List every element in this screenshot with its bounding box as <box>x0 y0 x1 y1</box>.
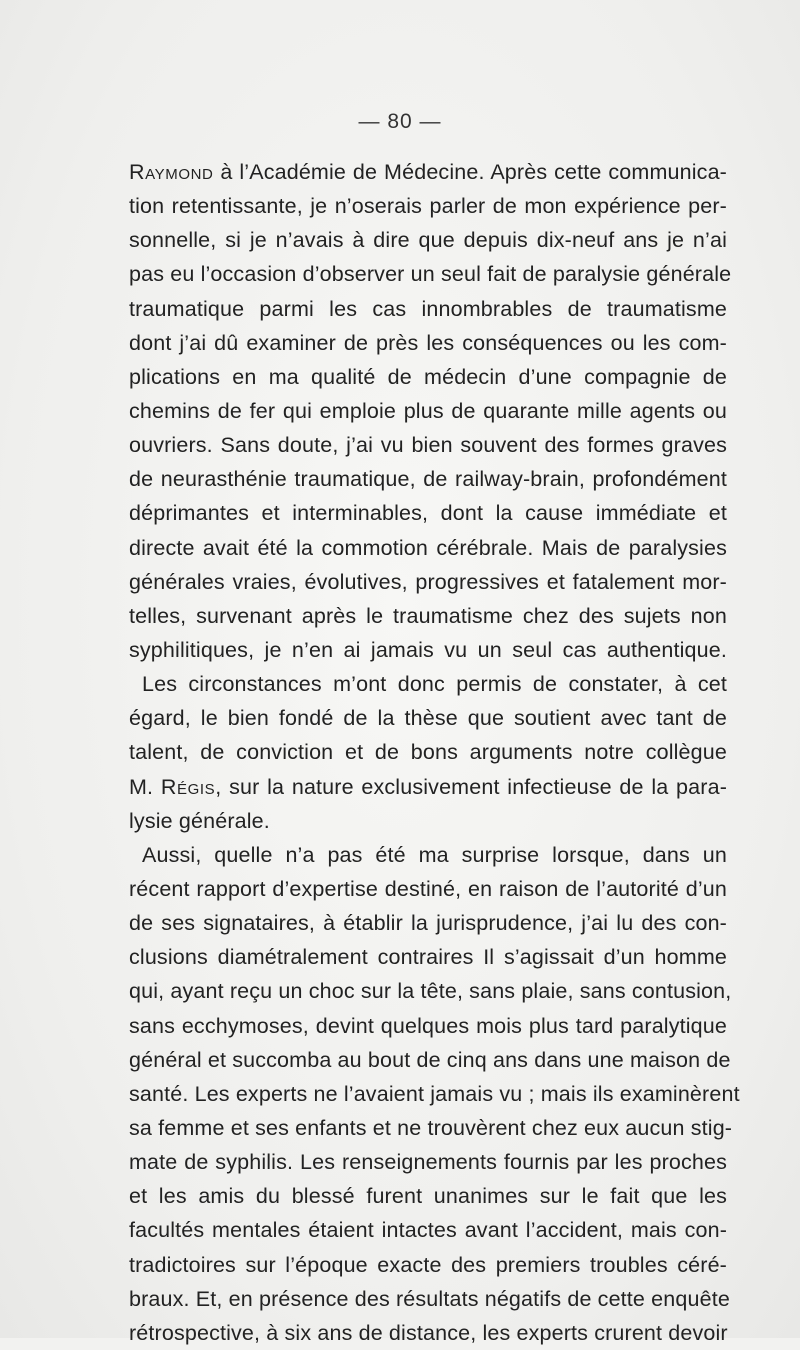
text-fragment: de neurasthénie traumatique, de railway-brain, profondément <box>129 467 727 492</box>
text-line <box>129 394 727 428</box>
text-line <box>129 1213 727 1247</box>
text-line <box>129 770 727 804</box>
text-fragment: chemins de fer qui emploie plus de quarante mille agents ou <box>129 398 727 423</box>
text-fragment: telles, survenant après le traumatisme chez des sujets non <box>129 603 727 628</box>
text-fragment: sans ecchymoses, devint quelques mois plus tard paralytique <box>129 1013 727 1038</box>
text-line <box>129 1077 740 1111</box>
text-fragment: santé. Les experts ne l’avaient jamais vu ; mais ils examinèrent <box>129 1081 740 1106</box>
text-fragment: générales vraies, évolutives, progressives et fatalement mor- <box>129 569 727 594</box>
text-line <box>129 155 727 189</box>
text-fragment: pas eu l’occasion d’observer un seul fait de paralysie générale <box>129 262 732 287</box>
text-line <box>129 701 727 735</box>
text-line <box>129 599 727 633</box>
text-line <box>129 804 727 838</box>
text-line <box>129 1282 730 1316</box>
text-line <box>129 292 727 326</box>
text-fragment: égard, le bien fondé de la thèse que soutient avec tant de <box>129 706 727 731</box>
text-fragment: traumatique parmi les cas innombrables de traumatisme <box>129 296 727 321</box>
text-line <box>129 838 727 872</box>
text-fragment: déprimantes et interminables, dont la cause immédiate et <box>129 501 727 526</box>
text-line <box>129 462 727 496</box>
text-fragment: braux. Et, en présence des résultats négatifs de cette enquête <box>129 1286 730 1311</box>
text-line <box>129 565 727 599</box>
text-line <box>129 1248 727 1282</box>
text-line <box>129 633 727 667</box>
text-line <box>129 360 727 394</box>
text-line <box>129 872 727 906</box>
text-fragment: dont j’ai dû examiner de près les conséquences ou les com- <box>129 330 727 355</box>
text-line <box>129 906 727 940</box>
text-fragment: sonnelle, si je n’avais à dire que depuis dix-neuf ans je n’ai <box>129 228 727 253</box>
text-fragment: rétrospective, à six ans de distance, les experts crurent devoir <box>129 1320 728 1345</box>
text-fragment: Aussi, quelle n’a pas été ma surprise lorsque, dans un <box>142 842 727 867</box>
text-fragment: et les amis du blessé furent unanimes sur le fait que les <box>129 1184 727 1209</box>
text-fragment: clusions diamétralement contraires Il s’agissait d’un homme <box>129 945 727 970</box>
text-line <box>129 189 727 223</box>
text-fragment: lysie générale. <box>129 808 270 833</box>
text-fragment: qui, ayant reçu un choc sur la tête, sans plaie, sans contusion, <box>129 979 732 1004</box>
text-line <box>129 1145 727 1179</box>
text-fragment: tradictoires sur l’époque exacte des premiers troubles céré- <box>129 1252 727 1277</box>
text-line <box>129 1111 733 1145</box>
text-fragment: récent rapport d’expertise destiné, en raison de l’autorité d’un <box>129 876 727 901</box>
text-line <box>129 257 732 291</box>
text-fragment: de ses signataires, à établir la jurisprudence, j’ai lu des con- <box>129 911 727 936</box>
text-fragment: à l’Académie de Médecine. Après cette communica- <box>213 160 727 184</box>
text-line <box>129 1316 727 1350</box>
text-fragment: plications en ma qualité de médecin d’une compagnie de <box>129 364 727 389</box>
text-fragment: sa femme et ses enfants et ne trouvèrent chez eux aucun stig- <box>129 1115 733 1140</box>
text-fragment: mate de syphilis. Les renseignements fournis par les proches <box>129 1150 727 1175</box>
author-name: Raymond <box>129 160 214 184</box>
text-line <box>129 326 727 360</box>
text-fragment: Les circonstances m’ont donc permis de constater, à cet <box>142 672 727 697</box>
page-number: — 80 — <box>358 110 442 133</box>
text-fragment: M. <box>129 774 161 799</box>
author-name: Régis <box>160 774 216 799</box>
text-fragment: tion retentissante, je n’oserais parler de mon expérience per- <box>129 194 727 219</box>
text-fragment: ouvriers. Sans doute, j’ai vu bien souvent des formes graves <box>129 433 727 458</box>
body-text <box>129 155 740 1350</box>
text-line <box>129 1179 727 1213</box>
text-line <box>129 974 732 1008</box>
text-line <box>129 496 727 530</box>
text-fragment: facultés mentales étaient intactes avant l’accident, mais con- <box>129 1218 727 1243</box>
text-line <box>129 531 727 565</box>
text-line <box>129 223 727 257</box>
text-line <box>129 428 727 462</box>
text-fragment: général et succomba au bout de cinq ans dans une maison de <box>129 1047 731 1072</box>
text-line <box>129 940 727 974</box>
text-line <box>129 1009 727 1043</box>
text-fragment: , sur la nature exclusivement infectieuse de la para- <box>215 774 727 799</box>
text-fragment: directe avait été la commotion cérébrale. Mais de paralysies <box>129 535 727 560</box>
text-fragment: syphilitiques, je n’en ai jamais vu un seul cas authentique. <box>129 637 727 662</box>
text-line <box>129 667 727 701</box>
text-line <box>129 735 727 769</box>
text-line <box>129 1043 731 1077</box>
text-fragment: talent, de conviction et de bons arguments notre collègue <box>129 740 727 765</box>
